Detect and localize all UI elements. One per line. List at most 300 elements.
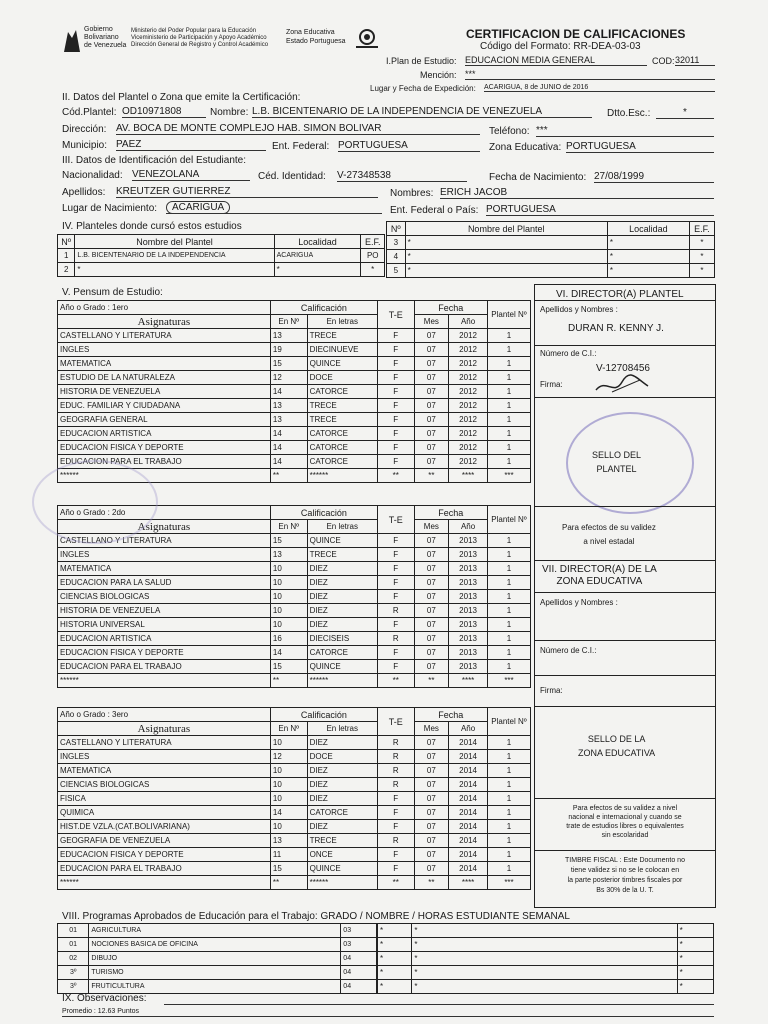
grade-plantel: 1 bbox=[487, 848, 530, 862]
grade-year: 2013 bbox=[449, 618, 488, 632]
grade-month: 07 bbox=[414, 820, 449, 834]
grade-year: **** bbox=[449, 469, 488, 483]
grade-letters: QUINCE bbox=[307, 862, 377, 876]
table-row bbox=[58, 427, 531, 441]
telefono-label: Teléfono: bbox=[489, 126, 530, 137]
cell: 03 bbox=[341, 938, 377, 952]
table-row bbox=[58, 441, 531, 455]
grade-plantel: 1 bbox=[487, 357, 530, 371]
col-asignaturas: Asignaturas bbox=[58, 722, 271, 736]
col-en-letras: En letras bbox=[307, 520, 377, 534]
col-asignaturas: Asignaturas bbox=[58, 315, 271, 329]
grade-number: ** bbox=[270, 674, 307, 688]
grade-type: R bbox=[377, 764, 414, 778]
grade-letters: DOCE bbox=[307, 371, 377, 385]
col-te: T-E bbox=[377, 506, 414, 534]
nombres-label: Nombres: bbox=[390, 188, 434, 199]
grade-plantel: 1 bbox=[487, 736, 530, 750]
table-row bbox=[378, 966, 714, 980]
cell: FRUTICULTURA bbox=[89, 980, 341, 994]
section-9-title: IX. Observaciones: bbox=[62, 993, 147, 1004]
grade-year: 2012 bbox=[449, 329, 488, 343]
table-row bbox=[58, 924, 377, 938]
government-logo bbox=[62, 28, 82, 54]
subject-name: FISICA bbox=[58, 792, 271, 806]
lugar-nacimiento-value: ACARIGUA bbox=[166, 202, 382, 214]
grade-letters: QUINCE bbox=[307, 534, 377, 548]
cod-value: 32011 bbox=[675, 55, 715, 66]
cell: PO bbox=[361, 249, 385, 263]
ent-pais-value: PORTUGUESA bbox=[486, 204, 714, 216]
grade-type: F bbox=[377, 329, 414, 343]
grade-plantel: 1 bbox=[487, 792, 530, 806]
cod-label: COD: bbox=[652, 56, 675, 66]
table-row bbox=[58, 834, 531, 848]
grade-month: 07 bbox=[414, 385, 449, 399]
grade-month: 07 bbox=[414, 834, 449, 848]
subject-name: MATEMATICA bbox=[58, 357, 271, 371]
municipio-value: PAEZ bbox=[116, 139, 266, 151]
grade-plantel: *** bbox=[487, 674, 530, 688]
grade-letters: CATORCE bbox=[307, 806, 377, 820]
cell: * bbox=[412, 980, 677, 994]
grade-plantel: 1 bbox=[487, 427, 530, 441]
grade-plantel: 1 bbox=[487, 413, 530, 427]
cell: * bbox=[607, 236, 689, 250]
grade-month: 07 bbox=[414, 399, 449, 413]
grade-letters: TRECE bbox=[307, 329, 377, 343]
grade-number: 14 bbox=[270, 441, 307, 455]
col-calificacion: Calificación bbox=[270, 506, 377, 520]
grade-month: 07 bbox=[414, 618, 449, 632]
grade-letters: CATORCE bbox=[307, 385, 377, 399]
grade-month: 07 bbox=[414, 792, 449, 806]
direccion-value: AV. BOCA DE MONTE COMPLEJO HAB. SIMON BOLIVAR bbox=[116, 123, 480, 135]
table-row bbox=[58, 806, 531, 820]
table-row bbox=[387, 236, 715, 250]
cedula-value: V-27348538 bbox=[337, 170, 467, 182]
table-row bbox=[58, 576, 531, 590]
col-te: T-E bbox=[377, 301, 414, 329]
direccion-label: Dirección: bbox=[62, 124, 107, 135]
cell: 2 bbox=[58, 263, 75, 277]
table-row bbox=[58, 862, 531, 876]
grade-type: ** bbox=[377, 674, 414, 688]
grade-type: F bbox=[377, 385, 414, 399]
grade-month: 07 bbox=[414, 441, 449, 455]
grade-number: 13 bbox=[270, 329, 307, 343]
grade-year: 2014 bbox=[449, 750, 488, 764]
programas-table-right bbox=[377, 923, 714, 994]
grade-month: 07 bbox=[414, 862, 449, 876]
col-en-numero: En Nº bbox=[270, 722, 307, 736]
grade-plantel: 1 bbox=[487, 455, 530, 469]
grade-type: R bbox=[377, 632, 414, 646]
grade-type: F bbox=[377, 413, 414, 427]
ent-federal-label: Ent. Federal: bbox=[272, 141, 330, 152]
grade-number: 10 bbox=[270, 764, 307, 778]
table-row bbox=[58, 263, 385, 277]
cell: 04 bbox=[341, 952, 377, 966]
subject-name: HISTORIA UNIVERSAL bbox=[58, 618, 271, 632]
nacionalidad-label: Nacionalidad: bbox=[62, 170, 123, 181]
lugar-value: ACARIGUA, 8 de JUNIO de 2016 bbox=[484, 84, 715, 92]
subject-name: EDUCACION FISICA Y DEPORTE bbox=[58, 441, 271, 455]
table-row bbox=[58, 646, 531, 660]
grade-year: 2012 bbox=[449, 413, 488, 427]
grade-letters: DIECINUEVE bbox=[307, 343, 377, 357]
grade-letters: DIECISEIS bbox=[307, 632, 377, 646]
col-plantel: Plantel Nº bbox=[487, 506, 530, 534]
cell: * bbox=[378, 980, 412, 994]
planteles-col-localidad: Localidad bbox=[274, 235, 361, 249]
subject-name: HISTORIA DE VENEZUELA bbox=[58, 385, 271, 399]
grade-number: 13 bbox=[270, 548, 307, 562]
grade-number: 16 bbox=[270, 632, 307, 646]
grade-type: F bbox=[377, 590, 414, 604]
planteles-col-num: Nº bbox=[58, 235, 75, 249]
subject-name: EDUCACION FISICA Y DEPORTE bbox=[58, 848, 271, 862]
subject-name: QUIMICA bbox=[58, 806, 271, 820]
grade-letters: QUINCE bbox=[307, 357, 377, 371]
cell: * bbox=[378, 924, 412, 938]
grade-month: 07 bbox=[414, 632, 449, 646]
cell: * bbox=[378, 938, 412, 952]
zona-educativa-label: Zona Educativa: bbox=[489, 142, 562, 153]
grade-plantel: 1 bbox=[487, 618, 530, 632]
subject-name: EDUCACION ARTISTICA bbox=[58, 427, 271, 441]
grade-plantel: 1 bbox=[487, 778, 530, 792]
grade-year: **** bbox=[449, 876, 488, 890]
cell: 04 bbox=[341, 966, 377, 980]
subject-name: EDUCACION PARA EL TRABAJO bbox=[58, 455, 271, 469]
subject-name: EDUCACION PARA EL TRABAJO bbox=[58, 862, 271, 876]
planteles-col-ef: E.F. bbox=[361, 235, 385, 249]
plan-label: I.Plan de Estudio: bbox=[386, 56, 457, 66]
grade-plantel: *** bbox=[487, 469, 530, 483]
grade-year: 2013 bbox=[449, 562, 488, 576]
fecha-nacimiento-value: 27/08/1999 bbox=[594, 171, 714, 183]
grade-number: 10 bbox=[270, 820, 307, 834]
cell: L.B. BICENTENARIO DE LA INDEPENDENCIA bbox=[75, 249, 274, 263]
grade-month: 07 bbox=[414, 750, 449, 764]
grade-type: F bbox=[377, 862, 414, 876]
cell: 3º bbox=[58, 966, 89, 980]
subject-name: HIST.DE VZLA.(CAT.BOLIVARIANA) bbox=[58, 820, 271, 834]
document-title: CERTIFICACION DE CALIFICACIONES bbox=[466, 27, 686, 41]
cell: DIBUJO bbox=[89, 952, 341, 966]
section-8-title: VIII. Programas Aprobados de Educación para el Trabajo: GRADO / NOMBRE / HORAS ESTUDIANTE SEMANAL bbox=[62, 911, 570, 922]
grade-plantel: 1 bbox=[487, 632, 530, 646]
director-ci-value: V-12708456 bbox=[596, 363, 650, 374]
grade-month: 07 bbox=[414, 562, 449, 576]
col-plantel: Plantel Nº bbox=[487, 708, 530, 736]
planteles-col-num: Nº bbox=[387, 222, 406, 236]
nacionalidad-value: VENEZOLANA bbox=[132, 169, 250, 181]
cell: 3º bbox=[58, 980, 89, 994]
table-row bbox=[387, 250, 715, 264]
planteles-col-ef: E.F. bbox=[689, 222, 714, 236]
table-row bbox=[58, 778, 531, 792]
grade-year: 2014 bbox=[449, 834, 488, 848]
col-en-numero: En Nº bbox=[270, 520, 307, 534]
grade-month: 07 bbox=[414, 413, 449, 427]
programas-table-left bbox=[57, 923, 377, 994]
grade-letters: QUINCE bbox=[307, 660, 377, 674]
grade-year: 2014 bbox=[449, 736, 488, 750]
table-row bbox=[58, 604, 531, 618]
nombre-plantel-label: Nombre: bbox=[210, 107, 249, 118]
cell: * bbox=[405, 264, 607, 278]
grade-type: F bbox=[377, 441, 414, 455]
grade-plantel: 1 bbox=[487, 806, 530, 820]
grade-letters: DIEZ bbox=[307, 576, 377, 590]
planteles-table-right bbox=[386, 221, 715, 278]
table-row bbox=[58, 590, 531, 604]
faded-left-stamp bbox=[32, 460, 158, 544]
grade-plantel: 1 bbox=[487, 604, 530, 618]
table-row bbox=[378, 938, 714, 952]
grade-plantel: 1 bbox=[487, 660, 530, 674]
grade-month: 07 bbox=[414, 371, 449, 385]
grade-letters: DIEZ bbox=[307, 736, 377, 750]
grade-type: F bbox=[377, 399, 414, 413]
ministry-name: Ministerio del Poder Popular para la Educación Viceministerio de Participación y Apoyo Académico Dirección General de Registro y Control Académico bbox=[131, 28, 269, 48]
zone-logo bbox=[352, 28, 382, 50]
grade-month: ** bbox=[414, 876, 449, 890]
cell: * bbox=[378, 952, 412, 966]
grade-number: 12 bbox=[270, 750, 307, 764]
table-row bbox=[58, 249, 385, 263]
table-row bbox=[378, 952, 714, 966]
section-7-title: VII. DIRECTOR(A) DE LA ZONA EDUCATIVA bbox=[542, 564, 657, 587]
table-row bbox=[58, 618, 531, 632]
grade-letters: CATORCE bbox=[307, 646, 377, 660]
director-name: DURAN R. KENNY J. bbox=[568, 323, 664, 334]
section-3-title: III. Datos de Identificación del Estudiante: bbox=[62, 155, 246, 166]
cell: * bbox=[75, 263, 274, 277]
lugar-nacimiento-label: Lugar de Nacimiento: bbox=[62, 203, 158, 214]
col-fecha: Fecha bbox=[414, 301, 487, 315]
section-2-title: II. Datos del Plantel o Zona que emite la Certificación: bbox=[62, 92, 301, 103]
subject-name: CASTELLANO Y LITERATURA bbox=[58, 329, 271, 343]
grade-month: ** bbox=[414, 469, 449, 483]
grade-letters: CATORCE bbox=[307, 427, 377, 441]
grade-type: R bbox=[377, 834, 414, 848]
grade-type: F bbox=[377, 848, 414, 862]
grade-number: 10 bbox=[270, 778, 307, 792]
grade-number: 10 bbox=[270, 736, 307, 750]
cell: TURISMO bbox=[89, 966, 341, 980]
grade-type: F bbox=[377, 343, 414, 357]
cell: * bbox=[677, 980, 713, 994]
grade-month: 07 bbox=[414, 736, 449, 750]
grade-letters: CATORCE bbox=[307, 441, 377, 455]
col-fecha: Fecha bbox=[414, 708, 487, 722]
cell: * bbox=[378, 966, 412, 980]
table-row bbox=[58, 674, 531, 688]
subject-name: CIENCIAS BIOLOGICAS bbox=[58, 778, 271, 792]
grade-year: 2012 bbox=[449, 385, 488, 399]
year-label: Año o Grado : 3ero bbox=[58, 708, 271, 722]
planteles-col-nombre: Nombre del Plantel bbox=[405, 222, 607, 236]
table-row bbox=[58, 750, 531, 764]
grade-number: 14 bbox=[270, 385, 307, 399]
grade-year: 2014 bbox=[449, 792, 488, 806]
table-row bbox=[58, 848, 531, 862]
grade-plantel: 1 bbox=[487, 764, 530, 778]
planteles-col-nombre: Nombre del Plantel bbox=[75, 235, 274, 249]
planteles-col-localidad: Localidad bbox=[607, 222, 689, 236]
cell: * bbox=[607, 250, 689, 264]
subject-name: ESTUDIO DE LA NATURALEZA bbox=[58, 371, 271, 385]
col-en-numero: En Nº bbox=[270, 315, 307, 329]
col-fecha: Fecha bbox=[414, 506, 487, 520]
table-row bbox=[58, 329, 531, 343]
mencion-value: *** bbox=[465, 69, 715, 80]
zona-seal-label: SELLO DE LA ZONA EDUCATIVA bbox=[578, 734, 656, 758]
grade-year: 2014 bbox=[449, 848, 488, 862]
cell: * bbox=[412, 952, 677, 966]
pensum-table-year-1 bbox=[57, 300, 531, 483]
col-plantel: Plantel Nº bbox=[487, 301, 530, 329]
cell: AGRICULTURA bbox=[89, 924, 341, 938]
director-ci-label: Número de C.I.: bbox=[540, 349, 597, 358]
municipio-label: Municipio: bbox=[62, 140, 108, 151]
nombres-value: ERICH JACOB bbox=[440, 187, 714, 199]
grade-month: 07 bbox=[414, 548, 449, 562]
subject-name: INGLES bbox=[58, 750, 271, 764]
table-row bbox=[58, 632, 531, 646]
table-row bbox=[58, 385, 531, 399]
grade-letters: DIEZ bbox=[307, 792, 377, 806]
grade-type: F bbox=[377, 806, 414, 820]
table-row bbox=[378, 980, 714, 994]
subject-name: MATEMATICA bbox=[58, 764, 271, 778]
grade-type: F bbox=[377, 548, 414, 562]
grade-number: 11 bbox=[270, 848, 307, 862]
grade-plantel: 1 bbox=[487, 548, 530, 562]
cedula-label: Céd. Identidad: bbox=[258, 171, 326, 182]
subject-name: GEOGRAFIA GENERAL bbox=[58, 413, 271, 427]
grade-month: 07 bbox=[414, 778, 449, 792]
grade-letters: ****** bbox=[307, 469, 377, 483]
section-6-title: VI. DIRECTOR(A) PLANTEL bbox=[556, 289, 684, 300]
cell: 04 bbox=[341, 980, 377, 994]
grade-type: F bbox=[377, 427, 414, 441]
grade-month: 07 bbox=[414, 576, 449, 590]
grade-letters: DIEZ bbox=[307, 562, 377, 576]
plantel-validez: Para efectos de su validez a nivel estadal bbox=[562, 523, 656, 546]
fecha-nacimiento-label: Fecha de Nacimiento: bbox=[489, 172, 587, 183]
grade-number: 15 bbox=[270, 660, 307, 674]
grade-plantel: 1 bbox=[487, 343, 530, 357]
grade-month: 07 bbox=[414, 455, 449, 469]
grade-year: 2014 bbox=[449, 778, 488, 792]
table-row bbox=[58, 966, 377, 980]
grade-year: 2013 bbox=[449, 660, 488, 674]
grade-plantel: 1 bbox=[487, 562, 530, 576]
grade-type: F bbox=[377, 646, 414, 660]
table-row bbox=[58, 876, 531, 890]
grade-month: 07 bbox=[414, 534, 449, 548]
col-mes: Mes bbox=[414, 722, 449, 736]
grade-number: 13 bbox=[270, 834, 307, 848]
cell: * bbox=[405, 236, 607, 250]
cell: * bbox=[274, 263, 361, 277]
nombre-plantel-value: L.B. BICENTENARIO DE LA INDEPENDENCIA DE VENEZUELA bbox=[252, 106, 592, 118]
grade-type: ** bbox=[377, 876, 414, 890]
grade-month: 07 bbox=[414, 590, 449, 604]
cell: * bbox=[412, 938, 677, 952]
col-mes: Mes bbox=[414, 520, 449, 534]
planteles-table-left bbox=[57, 234, 385, 277]
table-row bbox=[58, 413, 531, 427]
cod-plantel-value: OD10971808 bbox=[122, 106, 206, 118]
grade-plantel: 1 bbox=[487, 371, 530, 385]
grade-number: ** bbox=[270, 876, 307, 890]
grade-month: 07 bbox=[414, 329, 449, 343]
col-mes: Mes bbox=[414, 315, 449, 329]
cell: 02 bbox=[58, 952, 89, 966]
zona-ci-label: Número de C.I.: bbox=[540, 646, 597, 655]
cell: 03 bbox=[341, 924, 377, 938]
grade-number: 14 bbox=[270, 806, 307, 820]
table-row bbox=[58, 938, 377, 952]
grade-plantel: 1 bbox=[487, 750, 530, 764]
grade-number: 15 bbox=[270, 534, 307, 548]
director-firma-label: Firma: bbox=[540, 380, 563, 389]
grade-month: 07 bbox=[414, 660, 449, 674]
grade-type: F bbox=[377, 660, 414, 674]
grade-type: F bbox=[377, 562, 414, 576]
table-row bbox=[58, 736, 531, 750]
grade-month: 07 bbox=[414, 848, 449, 862]
telefono-value: *** bbox=[536, 125, 714, 137]
grade-number: 12 bbox=[270, 371, 307, 385]
mencion-label: Mención: bbox=[420, 70, 457, 80]
table-row bbox=[387, 264, 715, 278]
grade-year: 2013 bbox=[449, 632, 488, 646]
grade-year: **** bbox=[449, 674, 488, 688]
subject-name: CIENCIAS BIOLOGICAS bbox=[58, 590, 271, 604]
zona-apellidos-label: Apellidos y Nombres : bbox=[540, 598, 618, 607]
cell: * bbox=[607, 264, 689, 278]
grade-type: F bbox=[377, 357, 414, 371]
grade-plantel: 1 bbox=[487, 329, 530, 343]
col-anio: Año bbox=[449, 722, 488, 736]
grade-letters: TRECE bbox=[307, 834, 377, 848]
year-label: Año o Grado : 2do bbox=[58, 506, 271, 520]
grade-year: 2013 bbox=[449, 534, 488, 548]
grade-year: 2013 bbox=[449, 590, 488, 604]
grade-letters: ****** bbox=[307, 876, 377, 890]
dtto-value: * bbox=[656, 107, 714, 119]
grade-type: R bbox=[377, 604, 414, 618]
table-row bbox=[378, 924, 714, 938]
grade-month: 07 bbox=[414, 806, 449, 820]
col-calificacion: Calificación bbox=[270, 301, 377, 315]
grade-type: F bbox=[377, 455, 414, 469]
ent-pais-label: Ent. Federal o País: bbox=[390, 205, 479, 216]
grade-month: ** bbox=[414, 674, 449, 688]
zona-validez: Para efectos de su validez a nivel nacional e internacional y cuando se trate de estudios libres o equivalentes sin escolaridad bbox=[566, 805, 684, 839]
pensum-table-year-3 bbox=[57, 707, 531, 890]
cell: NOCIONES BASICA DE OFICINA bbox=[89, 938, 341, 952]
grade-type: F bbox=[377, 820, 414, 834]
table-row bbox=[58, 660, 531, 674]
grade-letters: DIEZ bbox=[307, 764, 377, 778]
